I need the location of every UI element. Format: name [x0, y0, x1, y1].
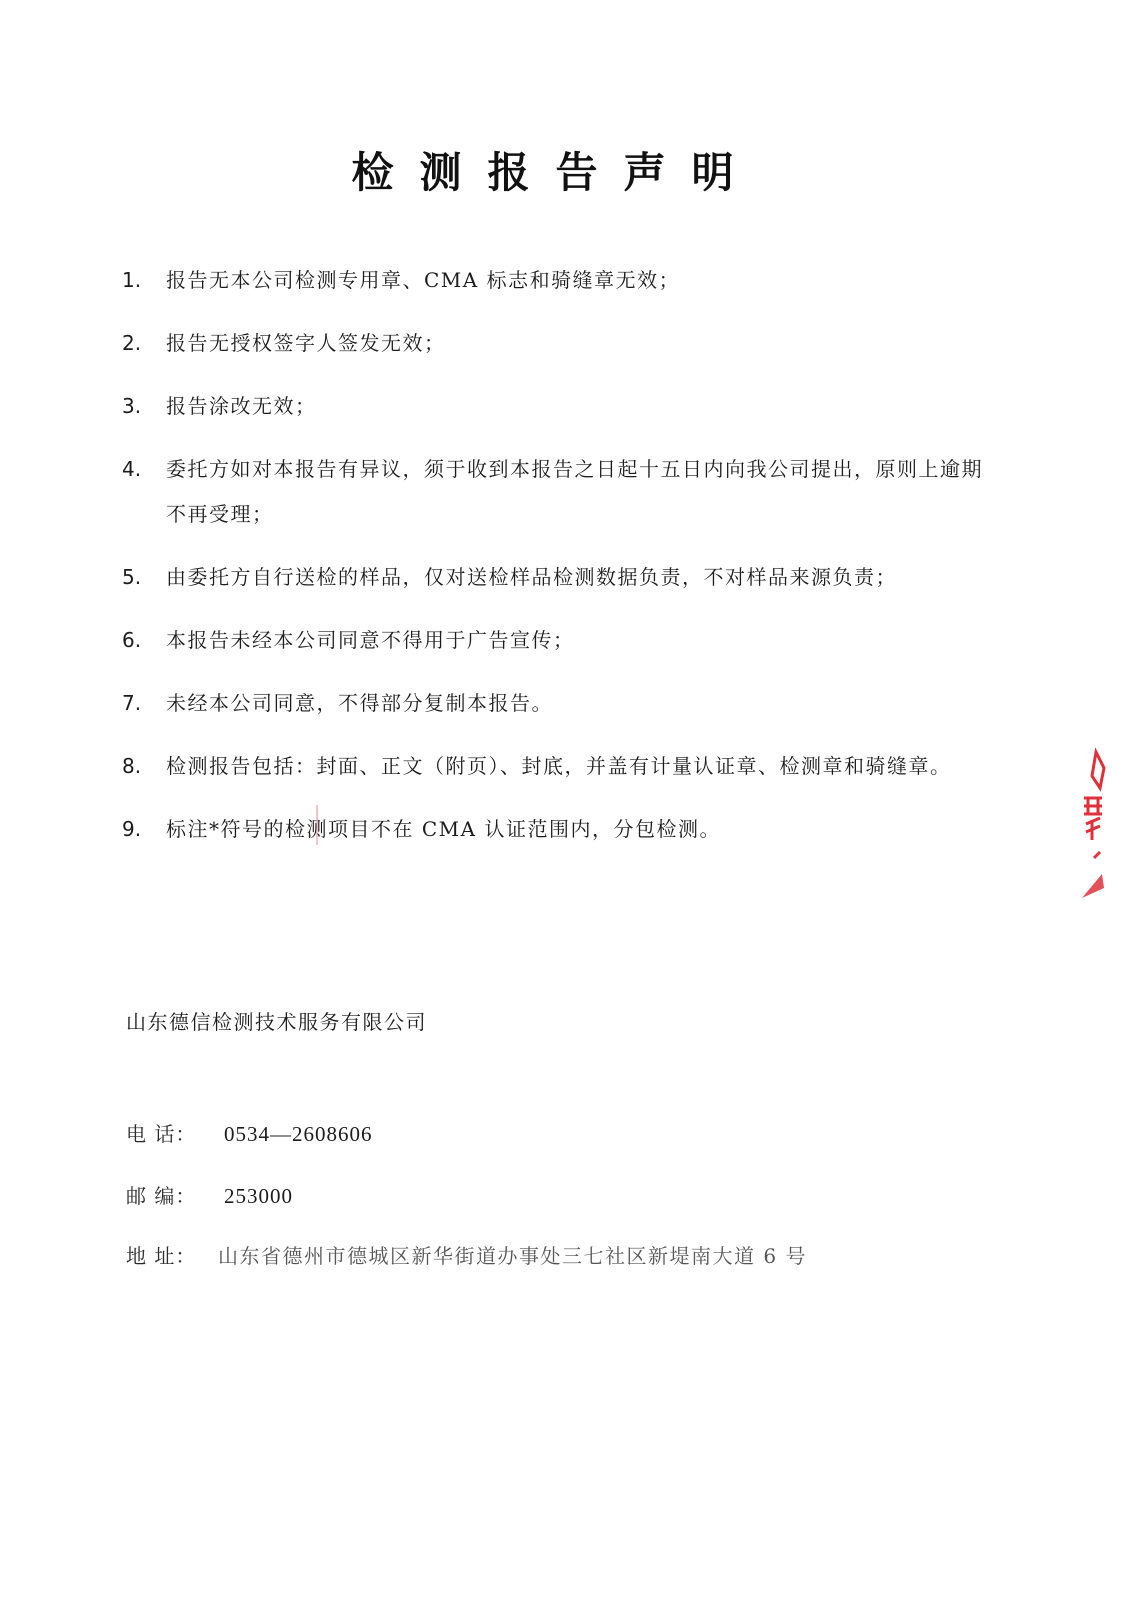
list-item	[122, 681, 992, 726]
item-text: 报告无授权签字人签发无效；	[166, 331, 446, 355]
company-name: 山东德信检测技术服务有限公司	[126, 1010, 427, 1034]
item-text: 未经本公司同意，不得部分复制本报告。	[166, 691, 553, 715]
page-title: 检测报告声明	[351, 148, 760, 197]
address-row	[126, 1240, 807, 1269]
scan-mark	[316, 805, 318, 845]
item-number: 4.	[122, 457, 142, 481]
item-number: 9.	[122, 817, 142, 841]
list-item	[122, 618, 992, 663]
address-label: 地 址：	[126, 1244, 197, 1268]
phone-number: 0534—2608606	[224, 1122, 373, 1146]
list-item	[122, 258, 992, 303]
list-item	[122, 555, 992, 600]
list-item	[122, 384, 992, 429]
list-item	[122, 447, 992, 537]
address: 山东省德州市德城区新华街道办事处三七社区新堤南大道 6 号	[218, 1244, 807, 1268]
item-text: 委托方如对本报告有异议，须于收到本报告之日起十五日内向我公司提出，原则上逾期不再受理；	[166, 457, 983, 526]
list-item	[122, 321, 992, 366]
item-number: 6.	[122, 628, 142, 652]
item-number: 3.	[122, 394, 142, 418]
item-number: 1.	[122, 268, 142, 292]
item-text: 报告涂改无效；	[166, 394, 317, 418]
postal-code: 253000	[224, 1184, 293, 1208]
postal-code-row	[126, 1180, 293, 1209]
phone-row	[126, 1118, 373, 1147]
item-number: 2.	[122, 331, 142, 355]
postal-code-label: 邮 编：	[126, 1184, 197, 1208]
item-number: 5.	[122, 565, 142, 589]
statement-list	[122, 258, 992, 870]
list-item	[122, 807, 992, 852]
item-number: 7.	[122, 691, 142, 715]
seam-stamp-icon	[1074, 748, 1106, 902]
item-text: 检测报告包括：封面、正文（附页）、封底，并盖有计量认证章、检测章和骑缝章。	[166, 754, 952, 778]
item-text: 由委托方自行送检的样品，仅对送检样品检测数据负责，不对样品来源负责；	[166, 565, 897, 589]
item-text: 标注*符号的检测项目不在 CMA 认证范围内，分包检测。	[166, 817, 721, 841]
item-text: 报告无本公司检测专用章、CMA 标志和骑缝章无效；	[166, 268, 681, 292]
item-number: 8.	[122, 754, 142, 778]
item-text: 本报告未经本公司同意不得用于广告宣传；	[166, 628, 575, 652]
phone-label: 电 话：	[126, 1122, 197, 1146]
list-item	[122, 744, 992, 789]
